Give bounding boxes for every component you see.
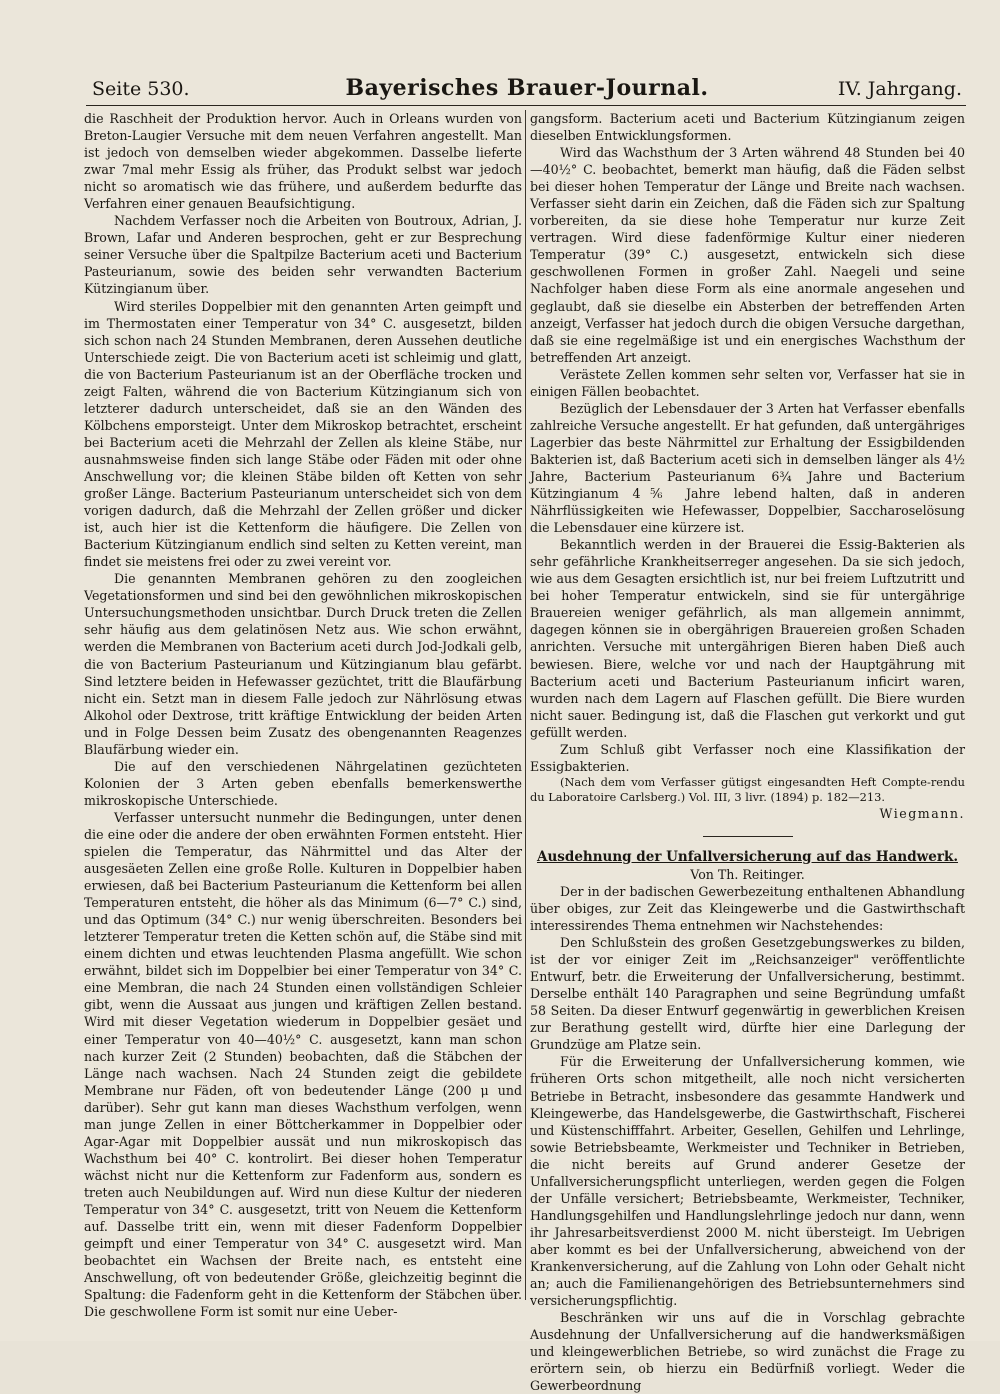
paragraph: Bekanntlich werden in der Brauerei die Essig-Bakterien als sehr gefährliche Krankheitserreger angesehen. Da sie sich jedoch, wie aus dem Gesagten ersichtlich ist, nur bei freiem Luftzutritt und bei hoher Temperatur entwickeln, sind sie für untergährige Brauereien weniger gefährlich, als man allgemein annimmt, dagegen können sie in obergährigen Brauereien großen Schaden anrichten. Versuche mit untergährigen Bieren haben Dieß auch bewiesen. Biere, welche vor und nach der Hauptgährung mit Bacterium aceti und Bacterium Pasteurianum inficirt waren, wurden nach dem Lagern auf Flaschen gefüllt. Die Biere wurden nicht sauer. Bedingung ist, daß die Flaschen gut verkorkt und gut gefüllt werden. <box>530 537 965 740</box>
page-header <box>92 72 962 112</box>
article-author: Von Th. Reitinger. <box>690 866 805 882</box>
paragraph: die Raschheit der Produktion hervor. Auch in Orleans wurden von Breton-Laugier Versuche mit dem neuen Verfahren angestellt. Man ist jedoch von demselben wieder abgekommen. Dasselbe lieferte zwar 7mal mehr Essig als früher, das Produkt selbst war jedoch nicht so aromatisch wie das frühere, und außerdem bedurfte das Verfahren einer genauen Beaufsichtigung. <box>84 111 522 212</box>
paragraph: Für die Erweiterung der Unfallversicherung kommen, wie früheren Orts schon mitgetheilt, alle noch nicht versicherten Betriebe in Betracht, insbesondere das gesammte Handwerk und Kleingewerbe, das Handelsgewerbe, die Gastwirthschaft, Fischerei und Küstenschifffahrt. Arbeiter, Gesellen, Gehilfen und Lehrlinge, sowie Betriebsbeamte, Werkmeister und Techniker in Betrieben, die nicht bereits auf Grund anderer Gesetze der Unfallversicherungspflicht unterliegen, werden gegen die Folgen der Unfälle versichert; Betriebsbeamte, Werkmeister, Techniker, Handlungsgehilfen und Handlungslehrlinge jedoch nur dann, wenn ihr Jahresarbeitsverdienst 2000 M. nicht übersteigt. Im Uebrigen aber kommt es bei der Unfallversicherung, abweichend von der Krankenversicherung, auf die Zahlung von Lohn oder Gehalt nicht an; auch die Familienangehörigen des Betriebsunternehmers sind versicherungspflichtig. <box>530 1054 965 1309</box>
column-divider <box>525 110 526 1300</box>
paragraph: Zum Schluß gibt Verfasser noch eine Klassifikation der Essigbakterien. <box>530 741 965 774</box>
paragraph: Den Schlußstein des großen Gesetzgebungswerkes zu bilden, ist der vor einiger Zeit im „Reichsanzeiger" veröffentlichte Entwurf, betr. die Erweiterung der Unfallversicherung, bestimmt. Derselbe enthält 140 Paragraphen und seine Begründung umfaßt 58 Seiten. Da dieser Entwurf gegenwärtig in gewerblichen Kreisen zur Berathung gestellt wird, dürfte hier eine Darlegung der Grundzüge am Platze sein. <box>530 935 965 1053</box>
paragraph: Wird das Wachsthum der 3 Arten während 48 Stunden bei 40—40½° C. beobachtet, bemerkt man häufig, daß die Fäden selbst bei dieser hohen Temperatur der Länge und Breite nach wachsen. Verfasser sieht darin ein Zeichen, daß die Fäden sich zur Spaltung vorbereiten, da sie diese hohe Temperatur nur kurze Zeit vertragen. Wird diese fadenförmige Kultur einer niederen Temperatur (39° C.) ausgesetzt, entwickeln sich diese geschwollenen Formen in großer Zahl. Naegeli und seine Nachfolger haben diese Form als eine anormale angesehen und geglaubt, daß sie dieselbe ein Absterben der betreffenden Arten anzeigt, Verfasser hat jedoch durch die obigen Versuche dargethan, daß sie eine regelmäßige ist und ein energisches Wachsthum der betreffenden Art anzeigt. <box>530 145 965 365</box>
paragraph: Die auf den verschiedenen Nährgelatinen gezüchteten Kolonien der 3 Arten geben ebenfalls bemerkenswerthe mikroskopische Unterschiede. <box>84 758 522 808</box>
header-rule <box>86 105 966 106</box>
paragraph: Die genannten Membranen gehören zu den zoogleichen Vegetationsformen und sind bei den gewöhnlichen mikroskopischen Untersuchungsmethoden unsichtbar. Durch Druck treten die Zellen sehr häufig aus dem gelatinösen Netz aus. Wie schon erwähnt, werden die Membranen von Bacterium aceti durch Jod-Jodkali gelb, die von Bacterium Pasteurianum und Kützingianum blau gefärbt. Sind letztere beiden in Hefewasser gezüchtet, tritt die Blaufärbung nicht ein. Setzt man in diesem Falle jedoch zur Nährlösung etwas Alkohol oder Dextrose, tritt kräftige Entwicklung der beiden Arten und in Folge Dessen beim Zusatz des obengenannten Reagenzes Blaufärbung wieder ein. <box>84 571 522 757</box>
source-note: (Nach dem vom Verfasser gütigst eingesandten Heft Compte-rendu du Laboratoire Carlsberg.) Vol. III, 3 livr. (1894) p. 182—213. <box>530 774 965 804</box>
paragraph: Bezüglich der Lebensdauer der 3 Arten hat Verfasser ebenfalls zahlreiche Versuche angestellt. Er hat gefunden, daß untergähriges Lagerbier das beste Nährmittel zur Erhaltung der Essigbildenden Bakterien ist, daß Bacterium aceti sich in demselben länger als 4½ Jahre, Bacterium Pasteurianum 6¾ Jahre und Bacterium Kützingianum 4⅚ Jahre lebend halten, daß in anderen Nährflüssigkeiten wie Hefewasser, Doppelbier, Saccharoselösung die Lebensdauer eine kürzere ist. <box>530 400 965 536</box>
volume-label: IV. Jahrgang. <box>837 78 962 100</box>
article-title: Ausdehnung der Unfallversicherung auf das Handwerk. <box>536 848 959 865</box>
author-signature: Wiegmann. <box>879 805 965 821</box>
paragraph: Wird steriles Doppelbier mit den genannten Arten geimpft und im Thermostaten einer Temperatur von 34° C. ausgesetzt, bilden sich schon nach 24 Stunden Membranen, deren Aussehen deutliche Unterschiede zeigt. Die von Bacterium aceti ist schleimig und glatt, die von Bacterium Pasteurianum ist an der Oberfläche trocken und zeigt Falten, während die von Bacterium Kützingianum sich von letzterer dadurch unterscheidet, daß sie an den Wänden des Kölbchens emporsteigt. Unter dem Mikroskop betrachtet, erscheint bei Bacterium aceti die Mehrzahl der Zellen als kleine Stäbe, nur ausnahmsweise finden sich lange Stäbe oder Fäden mit oder ohne Anschwellung vor; die kleinen Stäbe bilden oft Ketten von sehr großer Länge. Bacterium Pasteurianum unterscheidet sich von dem vorigen dadurch, daß die Mehrzahl der Zellen größer und dicker ist, auch hier ist die Kettenform die häufigere. Die Zellen von Bacterium Kützingianum endlich sind selten zu Ketten vereint, man findet sie meistens frei oder zu zwei vereint vor. <box>84 298 522 570</box>
right-column <box>530 110 965 1394</box>
paragraph: Beschränken wir uns auf die in Vorschlag gebrachte Ausdehnung der Unfallversicherung auf die handwerksmäßigen und kleingewerblichen Betriebe, so wird zunächst die Frage zu erörtern sein, ob hierzu ein Bedürfniß vorliegt. Weder die Gewerbeordnung <box>530 1310 965 1394</box>
section-separator <box>703 836 793 837</box>
paragraph: Nachdem Verfasser noch die Arbeiten von Boutroux, Adrian, J. Brown, Lafar und Anderen besprochen, geht er zur Besprechung seiner Versuche über die Spaltpilze Bacterium aceti und Bacterium Pasteurianum, sowie des beiden sehr verwandten Bacterium Kützingianum über. <box>84 213 522 297</box>
paragraph: gangsform. Bacterium aceti und Bacterium Kützingianum zeigen dieselben Entwicklungsformen. <box>530 111 965 144</box>
journal-title: Bayerisches Brauer-Journal. <box>345 75 709 101</box>
paragraph: Verästete Zellen kommen sehr selten vor, Verfasser hat sie in einigen Fällen beobachtet. <box>530 366 965 399</box>
paragraph: Verfasser untersucht nunmehr die Bedingungen, unter denen die eine oder die andere der oben erwähnten Formen entsteht. Hier spielen die Temperatur, das Nährmittel und das Alter der ausgesäeten Zellen eine große Rolle. Kulturen in Doppelbier haben erwiesen, daß bei Bacterium Pasteurianum die Kettenform bei allen Temperaturen entsteht, die höher als das Minimum (6—7° C.) sind, und das Optimum (34° C.) nur wenig überschreiten. Besonders bei letzterer Temperatur treten die Ketten schön auf, die Stäbe sind mit einem dichten und etwas leuchtenden Plasma angefüllt. Wie schon erwähnt, bildet sich im Doppelbier bei einer Temperatur von 34° C. eine Membran, die nach 24 Stunden einen vollständigen Schleier gibt, wenn die Aussaat aus jungen und kräftigen Zellen bestand. Wird mit dieser Vegetation wiederum in Doppelbier gesäet und einer Temperatur von 40—40½° C. ausgesetzt, kann man schon nach kurzer Zeit (2 Stunden) beobachten, daß die Stäbchen der Länge nach wachsen. Nach 24 Stunden zeigt die gebildete Membrane nur Fäden, oft von bedeutender Länge (200 μ und darüber). Sehr gut kann man dieses Wachsthum verfolgen, wenn man junge Zellen in einer Böttcherkammer in Doppelbier oder Agar-Agar mit Doppelbier aussät und nun mikroskopisch das Wachsthum bei 40° C. kontrolirt. Bei dieser hohen Temperatur wächst nicht nur die Kettenform zur Fadenform aus, sondern es treten auch Neubildungen auf. Wird nun diese Kultur der niederen Temperatur von 34° C. ausgesetzt, tritt von Neuem die Kettenform auf. Dasselbe tritt ein, wenn mit dieser Fadenform Doppelbier geimpft und einer Temperatur von 34° C. ausgesetzt wird. Man beobachtet ein Wachsen der Breite nach, es entsteht eine Anschwellung, oft von bedeutender Größe, gleichzeitig beginnt die Spaltung: die Fadenform geht in die Kettenform der Stäbchen über. Die geschwollene Form ist somit nur eine Ueber- <box>84 809 522 1320</box>
page-number: Seite 530. <box>92 78 190 100</box>
left-column <box>84 110 522 1320</box>
paragraph: Der in der badischen Gewerbezeitung enthaltenen Abhandlung über obiges, zur Zeit das Kleingewerbe und die Gastwirthschaft interessirendes Thema entnehmen wir Nachstehendes: <box>530 883 965 934</box>
